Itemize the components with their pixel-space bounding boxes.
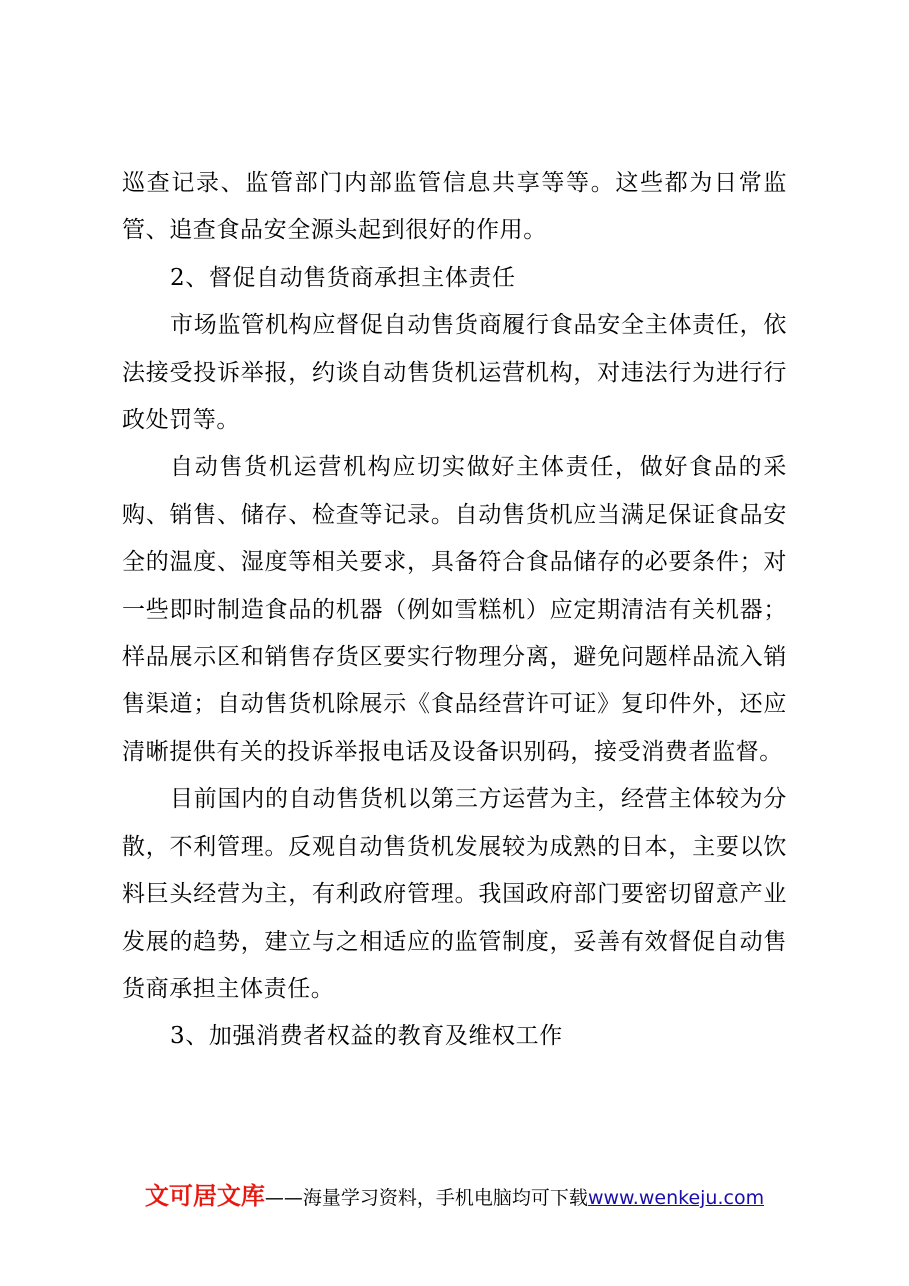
- paragraph-3: 自动售货机运营机构应切实做好主体责任，做好食品的采购、销售、储存、检查等记录。自动售货机应当满足保证食品安全的温度、湿度等相关要求，具备符合食品储存的必要条件；对一些即时制造食品的机器（例如雪糕机）应定期清洁有关机器；样品展示区和销售存货区要实行物理分离，避免问题样品流入销售渠道；自动售货机除展示《食品经营许可证》复印件外，还应清晰提供有关的投诉举报电话及设备识别码，接受消费者监督。: [122, 454, 787, 765]
- paragraph-1: 巡查记录、监管部门内部监管信息共享等等。这些都为日常监管、追查食品安全源头起到很好的作用。: [122, 170, 787, 244]
- footer-banner: [0, 1179, 909, 1215]
- footer-slogan: ——海量学习资料，手机电脑均可下载: [264, 1187, 588, 1209]
- brand-name: 文可居文库: [144, 1182, 265, 1210]
- paragraph-2: 市场监管机构应督促自动售货商履行食品安全主体责任，依法接受投诉举报，约谈自动售货机运营机构，对违法行为进行行政处罚等。: [122, 312, 787, 434]
- document-body: [122, 160, 787, 1061]
- section-heading-2: 2、督促自动售货商承担主体责任: [170, 264, 516, 291]
- paragraph-4: 目前国内的自动售货机以第三方运营为主，经营主体较为分散，不利管理。反观自动售货机发展较为成熟的日本，主要以饮料巨头经营为主，有利政府管理。我国政府部门要密切留意产业发展的趋势，建立与之相适应的监管制度，妥善有效督促自动售货商承担主体责任。: [122, 786, 787, 1002]
- section-heading-3: 3、加强消费者权益的教育及维权工作: [170, 1023, 563, 1050]
- website-link[interactable]: www.wenkeju.com: [587, 1187, 765, 1209]
